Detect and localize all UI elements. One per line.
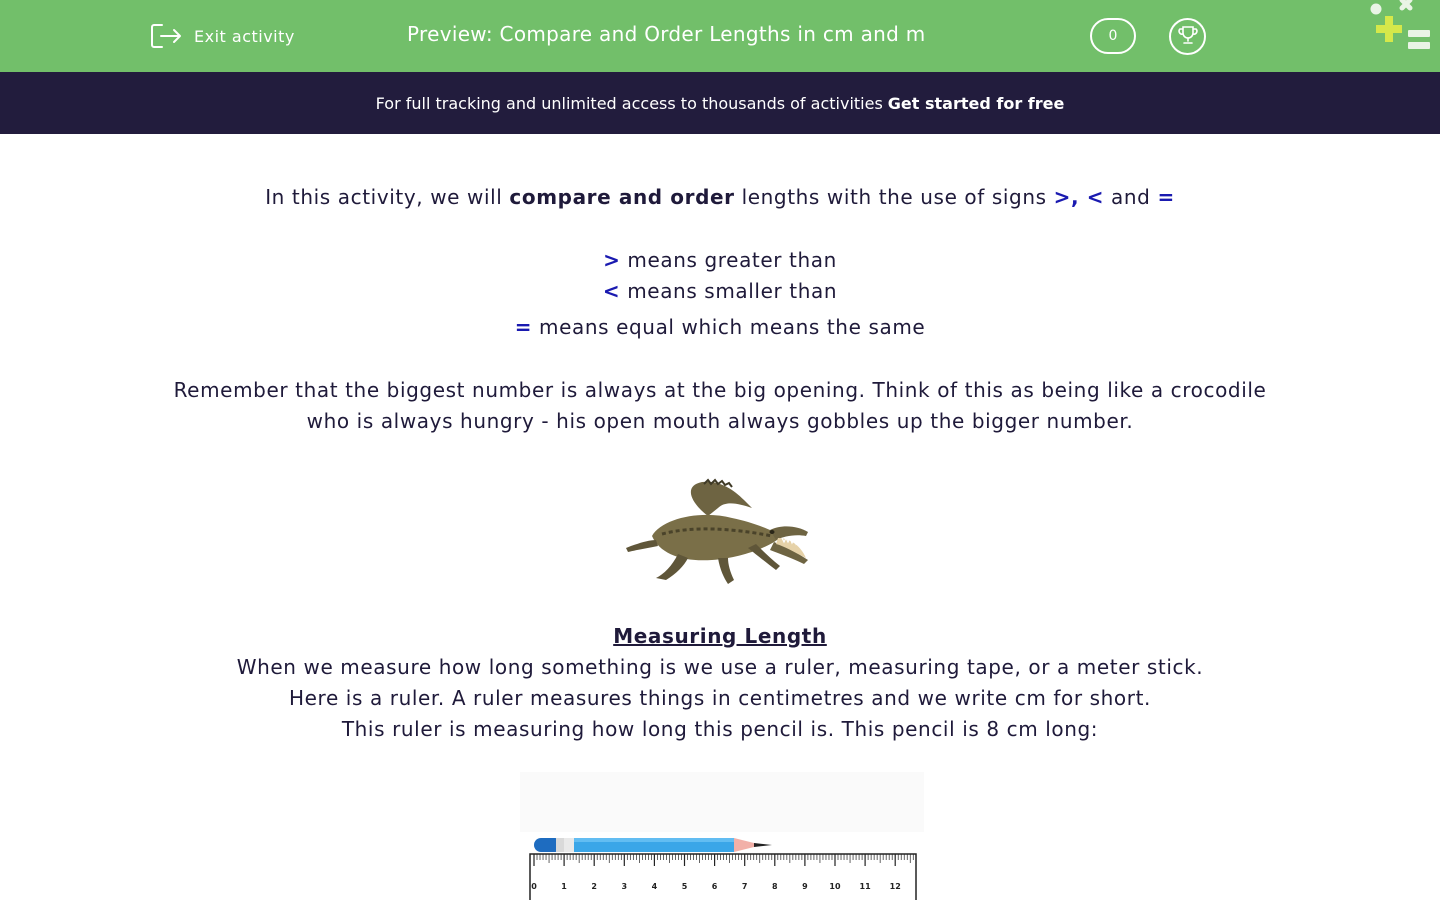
ruler-tick-label: 4: [651, 882, 658, 891]
greater-than-meaning: [0, 248, 1440, 272]
ruler-tick-label: 1: [561, 882, 567, 891]
greater-than-sign: >: [603, 248, 621, 272]
ruler-tick-label: 11: [859, 882, 871, 891]
exit-label: Exit activity: [194, 26, 295, 46]
trophy-button[interactable]: [1169, 18, 1206, 55]
smaller-than-meaning: [0, 279, 1440, 303]
exit-activity-button[interactable]: [150, 20, 295, 52]
intro-part-2: lengths with the use of signs: [734, 185, 1054, 209]
ruler-tick-label: 10: [829, 882, 841, 891]
intro-bold: compare and order: [509, 185, 735, 209]
intro-signs: >, <: [1053, 185, 1105, 209]
page-title: Preview: Compare and Order Lengths in cm and m: [407, 22, 926, 46]
greater-than-text: means greater than: [620, 248, 837, 272]
brand-logo: [1366, 0, 1440, 60]
ruler-tick-label: 6: [711, 882, 718, 891]
measuring-line-1: When we measure how long something is we use a ruler, measuring tape, or a meter stick.: [236, 655, 1204, 679]
remember-line-2: who is always hungry - his open mouth always gobbles up the bigger number.: [306, 409, 1134, 433]
intro-and: and: [1104, 185, 1158, 209]
promo-banner: [0, 72, 1440, 134]
smaller-than-sign: <: [602, 279, 621, 303]
equals-meaning: [0, 315, 1440, 339]
ruler-tick-label: 2: [591, 882, 597, 891]
ruler-tick-label: 0: [531, 882, 537, 891]
ruler-tick-label: 3: [621, 882, 628, 891]
ruler-tick-label: 12: [889, 882, 901, 891]
measuring-heading-text: Measuring Length: [613, 624, 827, 648]
intro-text: [0, 185, 1440, 209]
measuring-line-2: Here is a ruler. A ruler measures things in centimetres and we write cm for short.: [289, 686, 1151, 710]
ruler-tick-label: 8: [772, 882, 778, 891]
measuring-length-heading: [0, 624, 1440, 648]
ruler-tick-label: 5: [681, 882, 688, 891]
banner-text: For full tracking and unlimited access to thousands of activities: [375, 93, 883, 113]
ruler-tick-label: 9: [802, 882, 808, 891]
remember-line-1: Remember that the biggest number is always at the big opening. Think of this as being like a crocodile: [173, 378, 1267, 402]
measuring-line-3: This ruler is measuring how long this pencil is. This pencil is 8 cm long:: [341, 717, 1099, 741]
pencil-icon: [534, 838, 772, 852]
trophy-icon: [1177, 24, 1199, 50]
intro-equals-sign: =: [1157, 185, 1175, 209]
score-badge: 0: [1090, 18, 1136, 54]
crocodile-image: [622, 474, 814, 590]
equals-text: means equal which means the same: [532, 315, 926, 339]
equals-sign: =: [514, 315, 533, 339]
get-started-link[interactable]: Get started for free: [887, 93, 1065, 113]
ruler-pencil-image: [520, 772, 924, 900]
top-bar: [0, 0, 1440, 72]
ruler-tick-label: 7: [741, 882, 748, 891]
intro-part-1: In this activity, we will: [265, 185, 510, 209]
exit-icon: [150, 22, 182, 50]
smaller-than-text: means smaller than: [620, 279, 838, 303]
